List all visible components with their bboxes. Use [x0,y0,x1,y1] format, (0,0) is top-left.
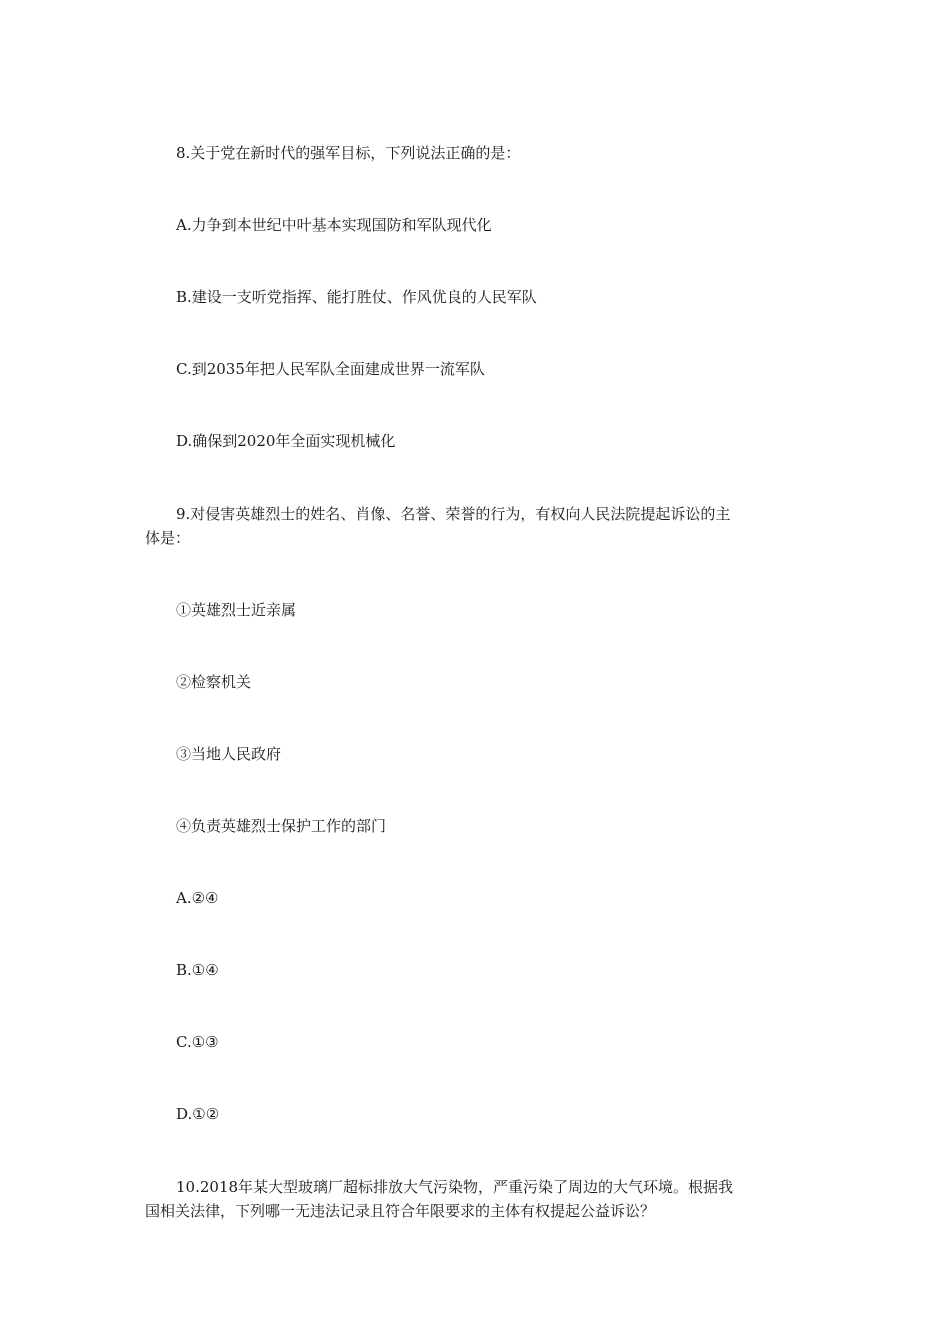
question-9-item-2: ②检察机关 [176,673,252,691]
question-9-option-b: B.①④ [176,961,219,979]
question-9-stem-line-2: 体是： [145,529,191,547]
question-9-option-c: C.①③ [176,1033,219,1051]
question-8-stem: 8.关于党在新时代的强军目标，下列说法正确的是： [176,144,521,162]
question-8-option-c: C.到2035年把人民军队全面建成世界一流军队 [176,360,485,378]
question-9-option-d: D.①② [176,1105,220,1123]
question-8-option-d: D.确保到2020年全面实现机械化 [176,432,396,450]
question-9-item-3: ③当地人民政府 [176,745,282,763]
question-9-item-4: ④负责英雄烈士保护工作的部门 [176,817,387,835]
question-8-option-b: B.建设一支听党指挥、能打胜仗、作风优良的人民军队 [176,288,537,306]
question-9-option-a: A.②④ [176,889,219,907]
question-9-item-1: ①英雄烈士近亲属 [176,601,297,619]
question-9-stem-line-1: 9.对侵害英雄烈士的姓名、肖像、名誉、荣誉的行为，有权向人民法院提起诉讼的主 [176,505,731,523]
question-8-option-a: A.力争到本世纪中叶基本实现国防和军队现代化 [176,216,492,234]
question-10-stem-line-2: 国相关法律，下列哪一无违法记录且符合年限要求的主体有权提起公益诉讼？ [145,1202,656,1220]
question-10-stem-line-1: 10.2018年某大型玻璃厂超标排放大气污染物，严重污染了周边的大气环境。根据我 [176,1178,734,1196]
